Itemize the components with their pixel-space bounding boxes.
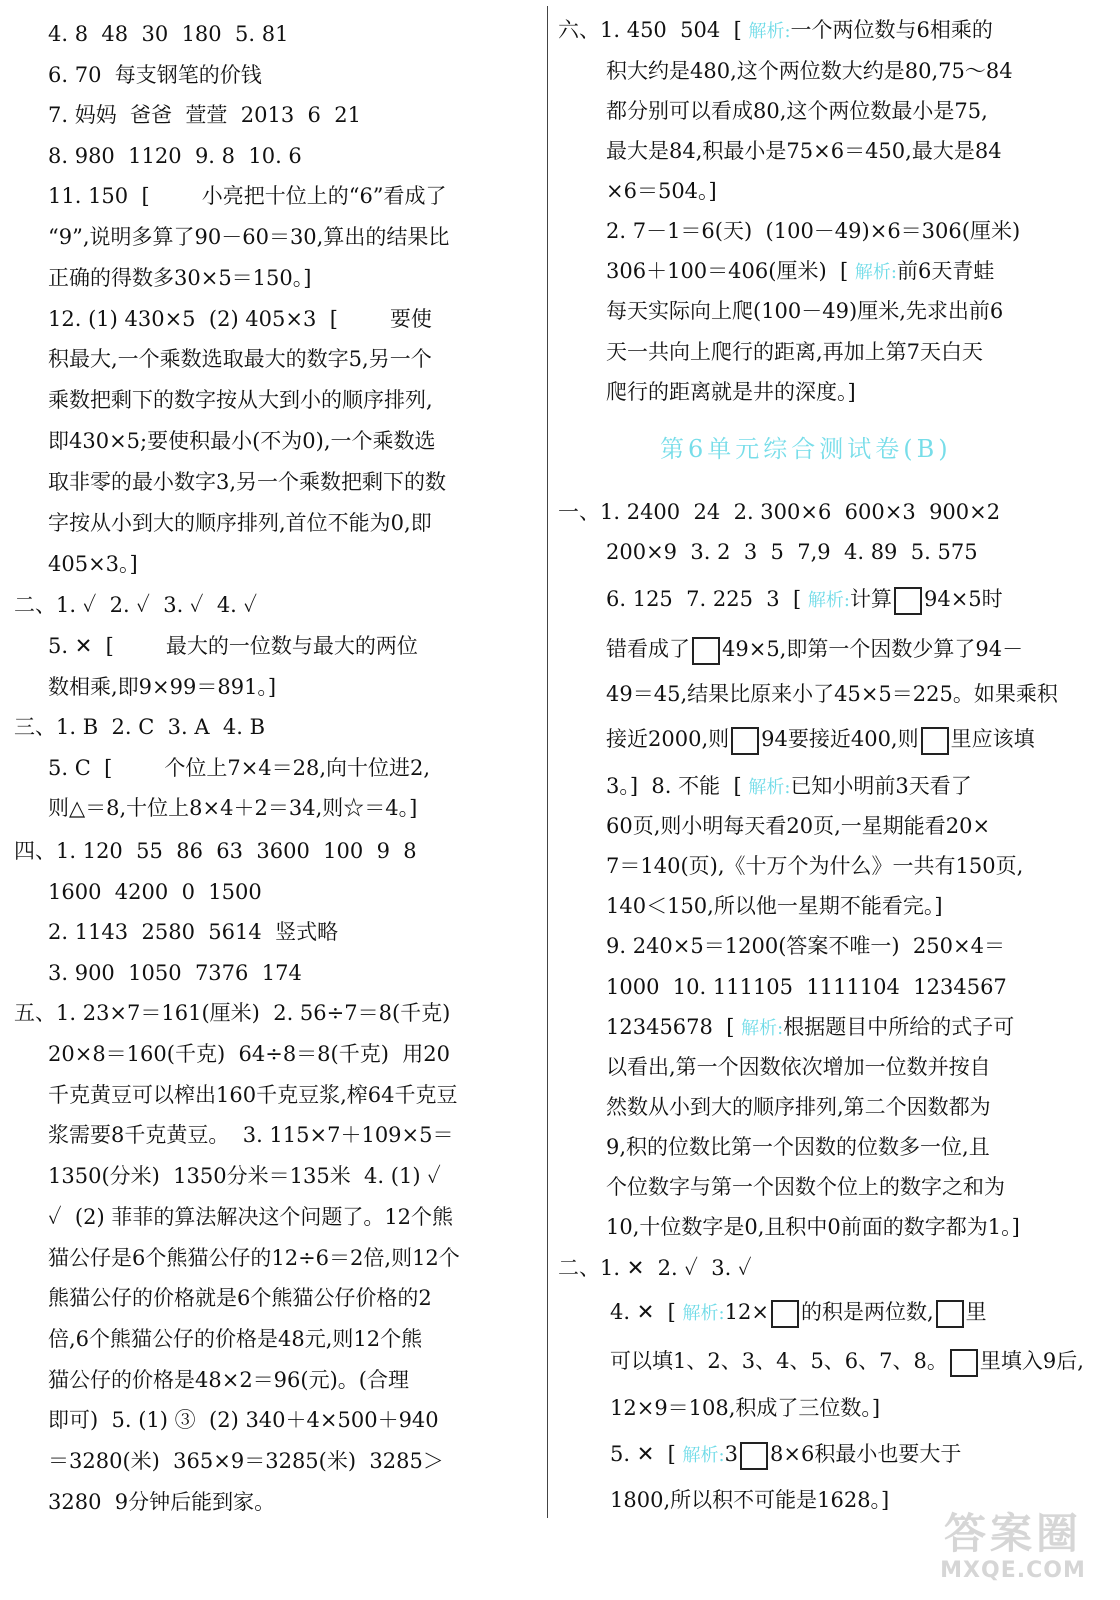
text-line: 即可) 5. (1) ③ (2) 340＋4×500＋940 [48, 1408, 439, 1432]
text-line: 最大是84,积最小是75×6＝450,最大是84 [606, 139, 1002, 163]
analysis-tag: 解析: [807, 590, 850, 611]
text-line: 即430×5;要使积最小(不为0),一个乘数选 [48, 429, 436, 453]
section-heading: 一、1. 2400 24 2. 300×6 600×3 900×2 [558, 500, 1001, 524]
text-line: 6. 125 7. 225 3 [ 解析:计算 94×5时 [606, 584, 1003, 614]
text-line: 20×8＝160(千克) 64÷8＝8(千克) 用20 [48, 1042, 450, 1066]
text-line: 数相乘,即9×99＝891。] [48, 675, 277, 699]
text-line: 9. 240×5＝1200(答案不唯一) 250×4＝ [606, 934, 1005, 958]
text-line: 则△＝8,十位上8×4＋2＝34,则☆＝4。] [48, 796, 418, 820]
analysis-tag: 解析: [748, 777, 791, 798]
text-line: 12345678 [ 解析:根据题目中所给的式子可 [606, 1015, 1015, 1039]
test-paper-title: 第6单元综合测试卷(B) [660, 435, 952, 463]
analysis-tag: 解析: [682, 1303, 725, 1324]
text-line: 6. 70 每支钢笔的价钱 [48, 63, 262, 87]
text-line: 60页,则小明每天看20页,一星期能看20× [606, 814, 991, 838]
text-line: 正确的得数多30×5＝150。] [48, 266, 312, 290]
text-line: ×6＝504。] [606, 179, 717, 203]
text-line: 306＋100＝406(厘米) [ 解析:前6天青蛙 [606, 259, 995, 283]
text-line: 积最大,一个乘数选取最大的数字5,另一个 [48, 347, 432, 371]
text-line: 200×9 3. 2 3 5 7,9 4. 89 5. 575 [606, 540, 978, 564]
text-line: 3。] 8. 不能 [ 解析:已知小明前3天看了 [606, 774, 972, 798]
text-line: 千克黄豆可以榨出160千克豆浆,榨64千克豆 [48, 1083, 458, 1107]
text-line: 4. 8 48 30 180 5. 81 [48, 22, 289, 46]
text-line: 错看成了 49×5,即第一个因数少算了94－ [606, 634, 1023, 664]
text-line: ✓ (2) 菲菲的算法解决这个问题了。12个熊 [48, 1205, 454, 1229]
text-line: 接近2000,则 94要接近400,则 里应该填 [606, 724, 1035, 754]
text-line: 个位数字与第一个因数个位上的数字之和为 [606, 1175, 1005, 1199]
text-line: 猫公仔是6个熊猫公仔的12÷6＝2倍,则12个 [48, 1246, 460, 1270]
text-line: 140＜150,所以他一星期不能看完。] [606, 894, 943, 918]
text-line: 7＝140(页),《十万个为什么》一共有150页, [606, 854, 1024, 878]
section-heading: 五、1. 23×7＝161(厘米) 2. 56÷7＝8(千克) [14, 1001, 451, 1025]
text-line: 3. 900 1050 7376 174 [48, 961, 302, 985]
text-line: 5. C [ 个位上7×4＝28,向十位进2, [48, 756, 431, 780]
section-heading: 二、1. ✕ 2. ✓ 3. ✓ [558, 1256, 752, 1280]
analysis-tag: 解析: [748, 21, 791, 42]
blank-box [921, 727, 949, 755]
analysis-tag: 解析: [741, 1018, 784, 1039]
text-line: 2. 1143 2580 5614 竖式略 [48, 920, 339, 944]
blank-box [731, 727, 759, 755]
blank-box [692, 637, 720, 665]
text-line: 1350(分米) 1350分米＝135米 4. (1) ✓ [48, 1164, 441, 1188]
text-line: 5. ✕ [ 最大的一位数与最大的两位 [48, 634, 418, 658]
text-line: 乘数把剩下的数字按从大到小的顺序排列, [48, 388, 433, 412]
text-line: 12×9＝108,积成了三位数。] [610, 1396, 881, 1420]
text-line: 浆需要8千克黄豆。 3. 115×7＋109×5＝ [48, 1123, 454, 1147]
text-line: 405×3。] [48, 552, 138, 576]
text-line: 4. ✕ [ 解析:12× 的积是两位数, 里 [610, 1297, 987, 1327]
text-line: ＝3280(米) 365×9＝3285(米) 3285＞ [48, 1449, 444, 1473]
text-line: 1800,所以积不可能是1628。] [610, 1488, 890, 1512]
text-line: 倍,6个熊猫公仔的价格是48元,则12个熊 [48, 1327, 423, 1351]
text-line: 49＝45,结果比原来小了45×5＝225。如果乘积 [606, 682, 1058, 706]
text-line: 9,积的位数比第一个因数的位数多一位,且 [606, 1135, 990, 1159]
text-line: 可以填1、2、3、4、5、6、7、8。 里填入9后, [610, 1346, 1084, 1376]
text-line: 每天实际向上爬(100－49)厘米,先求出前6 [606, 299, 1004, 323]
column-divider [547, 6, 548, 1518]
text-line: 11. 150 [ 小亮把十位上的“6”看成了 [48, 184, 447, 208]
text-line: 积大约是480,这个两位数大约是80,75～84 [606, 59, 1013, 83]
text-line: 然数从小到大的顺序排列,第二个因数都为 [606, 1095, 991, 1119]
text-line: 取非零的最小数字3,另一个乘数把剩下的数 [48, 470, 447, 494]
section-heading: 二、1. ✓ 2. ✓ 3. ✓ 4. ✓ [14, 593, 258, 617]
text-line: 1600 4200 0 1500 [48, 880, 262, 904]
blank-box [740, 1442, 768, 1470]
blank-box [936, 1300, 964, 1328]
blank-box [950, 1349, 978, 1377]
section-heading: 四、1. 120 55 86 63 3600 100 9 8 [14, 839, 417, 863]
text-line: 都分别可以看成80,这个两位数最小是75, [606, 99, 988, 123]
section-heading: 六、1. 450 504 [ 解析:一个两位数与6相乘的 [558, 18, 993, 42]
text-line: 3280 9分钟后能到家。 [48, 1490, 276, 1514]
text-line: 猫公仔的价格是48×2＝96(元)。(合理 [48, 1368, 409, 1392]
text-line: 爬行的距离就是井的深度。] [606, 380, 856, 404]
blank-box [771, 1300, 799, 1328]
text-line: 以看出,第一个因数依次增加一位数并按自 [606, 1055, 991, 1079]
text-line: “9”,说明多算了90－60＝30,算出的结果比 [48, 225, 450, 249]
watermark-logo: 答案圈 MXQE.COM [940, 1509, 1086, 1583]
analysis-tag: 解析: [854, 262, 897, 283]
text-line: 字按从小到大的顺序排列,首位不能为0,即 [48, 511, 432, 535]
text-line: 2. 7－1＝6(天) (100－49)×6＝306(厘米) [606, 219, 1021, 243]
analysis-tag: 解析: [682, 1445, 725, 1466]
text-line: 10,十位数字是0,且积中0前面的数字都为1。] [606, 1215, 1020, 1239]
text-line: 8. 980 1120 9. 8 10. 6 [48, 144, 302, 168]
text-line: 5. ✕ [ 解析:3 8×6积最小也要大于 [610, 1439, 961, 1469]
text-line: 1000 10. 111105 1111104 1234567 [606, 975, 1007, 999]
section-heading: 三、1. B 2. C 3. A 4. B [14, 715, 265, 739]
blank-box [894, 587, 922, 615]
text-line: 12. (1) 430×5 (2) 405×3 [ 要使 [48, 307, 432, 331]
text-line: 天一共向上爬行的距离,再加上第7天白天 [606, 340, 984, 364]
text-line: 熊猫公仔的价格就是6个熊猫公仔价格的2 [48, 1286, 432, 1310]
text-line: 7. 妈妈 爸爸 萱萱 2013 6 21 [48, 103, 361, 127]
